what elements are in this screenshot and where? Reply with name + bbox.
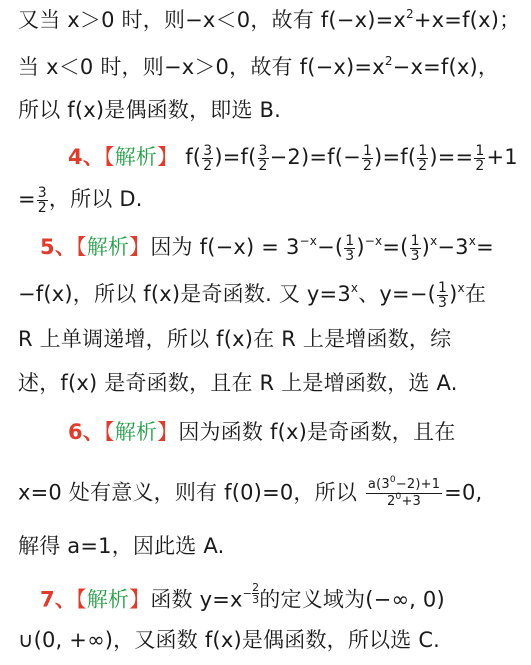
s7-tag: 解析 bbox=[86, 587, 130, 612]
s6-tag: 解析 bbox=[114, 420, 158, 444]
s4-line-2 bbox=[18, 185, 143, 215]
s3-line1-text-b: +x=f(x)； bbox=[413, 8, 521, 32]
s4-text-5: )== bbox=[429, 145, 474, 169]
s5-text-7: = bbox=[476, 235, 494, 259]
s5-frac-b bbox=[410, 234, 421, 263]
s4-line-1 bbox=[68, 143, 518, 173]
s6-bigfrac-num-b: −2)+1 bbox=[395, 477, 441, 492]
s4-frac-3 bbox=[362, 144, 373, 173]
s5-l2-text-c: ) bbox=[449, 282, 458, 306]
s6-line-2 bbox=[18, 477, 482, 510]
s4-l2-text-a: = bbox=[18, 187, 36, 211]
s7-tag-open: 【 bbox=[76, 587, 87, 612]
s5-l2-sup: x bbox=[350, 281, 359, 295]
s5-line-4: 述，f(x) 是奇函数，且在 R 上是增函数，选 A. bbox=[18, 371, 458, 395]
s4-sep: 、 bbox=[82, 145, 105, 169]
s3-line-1 bbox=[18, 6, 520, 34]
s4-frac-3-num: 1 bbox=[362, 142, 373, 159]
s4-frac-3-den: 2 bbox=[362, 157, 373, 174]
s4-frac-2 bbox=[258, 144, 269, 173]
s4-text-2: )=f( bbox=[214, 145, 257, 169]
s6-bigfrac-num bbox=[366, 477, 442, 494]
s5-sep: 、 bbox=[54, 235, 77, 259]
s5-line-1 bbox=[40, 233, 494, 263]
s6-line-3: 解得 a=1，因此选 A. bbox=[18, 534, 225, 558]
s3-line2-text-a: 当 x＜0 时，则−x＞0，故有 f(−x)=x bbox=[18, 55, 385, 79]
s4-frac-6-num: 3 bbox=[37, 184, 47, 201]
s4-tag-close: 】 bbox=[157, 145, 179, 169]
s5-frac-a-den: 3 bbox=[345, 247, 355, 264]
s4-frac-6-den: 2 bbox=[37, 199, 47, 216]
s5-tag-open: 【 bbox=[76, 235, 87, 259]
s5-text-3: ) bbox=[356, 235, 365, 259]
s5-l2-text-a: −f(x)，所以 f(x)是奇函数. 又 y=3 bbox=[18, 282, 351, 306]
s5-l2-text-b: 、y=−( bbox=[358, 282, 437, 306]
s4-frac-1-den: 2 bbox=[203, 157, 213, 174]
s5-line-3: R 上单调递增，所以 f(x)在 R 上是增函数，综 bbox=[18, 327, 452, 351]
s7-exp-den: 3 bbox=[252, 593, 260, 606]
s3-line-3: 所以 f(x)是偶函数，即选 B. bbox=[18, 98, 282, 122]
s6-tag-open: 【 bbox=[104, 420, 115, 444]
s6-bigfrac-den-a: 2 bbox=[387, 494, 396, 509]
s7-exponent bbox=[243, 582, 260, 605]
s5-sup-1: −x bbox=[299, 234, 318, 248]
s6-l2-text-a: x=0 处有意义，则有 f(0)=0，所以 bbox=[18, 480, 364, 505]
s5-text-2: −( bbox=[317, 235, 344, 259]
s7-exp-num: 2 bbox=[252, 581, 260, 594]
s4-frac-5-num: 1 bbox=[475, 142, 485, 159]
s5-sup-3: x bbox=[430, 234, 438, 248]
s3-line2-sup: 2 bbox=[384, 54, 393, 68]
s4-tag: 解析 bbox=[114, 145, 158, 169]
s4-frac-6 bbox=[37, 186, 48, 215]
s6-bigfrac-den-b: +3 bbox=[401, 494, 422, 509]
s4-text-1: f( bbox=[178, 145, 202, 169]
s7-text-2: 的定义域为(−∞, 0) bbox=[259, 587, 445, 612]
s4-frac-5-den: 2 bbox=[475, 157, 485, 174]
s7-number: 7 bbox=[40, 587, 55, 612]
s4-frac-4-den: 2 bbox=[418, 157, 428, 174]
s6-line-1 bbox=[68, 418, 455, 446]
s5-text-6: −3 bbox=[437, 235, 469, 259]
s5-frac-a bbox=[344, 234, 355, 263]
s6-text-1: 因为函数 f(x)是奇函数，且在 bbox=[178, 420, 456, 444]
s5-frac-c-num: 1 bbox=[438, 279, 448, 296]
s3-line1-sup: 2 bbox=[406, 7, 414, 21]
s5-frac-b-num: 1 bbox=[410, 232, 420, 249]
s4-frac-4-num: 1 bbox=[418, 142, 428, 159]
s4-frac-2-den: 2 bbox=[258, 157, 268, 174]
s4-text-4: )=f( bbox=[374, 145, 417, 169]
s5-l2-sup-2: x bbox=[457, 281, 465, 295]
s7-text-1: 函数 y=x bbox=[150, 587, 243, 612]
s5-frac-c bbox=[437, 281, 448, 310]
s5-text-4: =( bbox=[382, 235, 409, 259]
s5-text-1: 因为 f(−x) = 3 bbox=[150, 235, 300, 259]
s6-l2-text-b: =0, bbox=[444, 480, 483, 505]
s5-frac-c-den: 3 bbox=[438, 294, 448, 311]
s5-line-2 bbox=[18, 280, 486, 310]
s5-tag-close: 】 bbox=[129, 235, 151, 259]
s4-number: 4 bbox=[68, 145, 83, 169]
s5-text-5: ) bbox=[421, 235, 431, 259]
s7-exp-sign: − bbox=[242, 587, 253, 600]
s6-tag-close: 】 bbox=[157, 420, 179, 444]
s4-text-3: −2)=f(− bbox=[269, 145, 361, 169]
s7-sep: 、 bbox=[54, 587, 77, 612]
s4-frac-5 bbox=[474, 144, 485, 173]
s5-l2-text-d: 在 bbox=[464, 282, 487, 306]
s5-frac-a-num: 1 bbox=[345, 232, 355, 249]
s3-line-2 bbox=[18, 53, 499, 81]
s4-tag-open: 【 bbox=[104, 145, 115, 169]
s3-line2-text-b: −x=f(x)， bbox=[392, 55, 500, 79]
s4-text-6: +1 bbox=[486, 145, 518, 169]
s6-sep: 、 bbox=[82, 420, 105, 444]
s4-frac-1 bbox=[202, 144, 213, 173]
s6-number: 6 bbox=[68, 420, 83, 444]
s5-sup-4: x bbox=[468, 234, 477, 248]
s4-frac-2-num: 3 bbox=[258, 142, 268, 159]
s5-number: 5 bbox=[40, 235, 55, 259]
s5-tag: 解析 bbox=[86, 235, 130, 259]
s4-l2-text-b: ，所以 D. bbox=[48, 187, 143, 211]
s7-line-1 bbox=[40, 582, 445, 614]
s5-sup-2: −x bbox=[364, 234, 383, 248]
s4-frac-4 bbox=[417, 144, 428, 173]
s6-bigfrac-num-a: a(3 bbox=[367, 477, 390, 492]
s6-bigfrac-den-sup: 0 bbox=[395, 492, 402, 502]
s5-frac-b-den: 3 bbox=[410, 247, 420, 264]
s7-line-2: ∪(0, +∞)，又函数 f(x)是偶函数，所以选 C. bbox=[18, 628, 441, 652]
s6-bigfrac-num-sup: 0 bbox=[389, 475, 396, 485]
s4-frac-1-num: 3 bbox=[203, 142, 213, 159]
s6-bigfrac bbox=[366, 477, 442, 510]
s7-tag-close: 】 bbox=[129, 587, 151, 612]
s3-line1-text-a: 又当 x＞0 时，则−x＜0，故有 f(−x)=x bbox=[18, 8, 407, 32]
s6-bigfrac-den bbox=[366, 494, 442, 510]
